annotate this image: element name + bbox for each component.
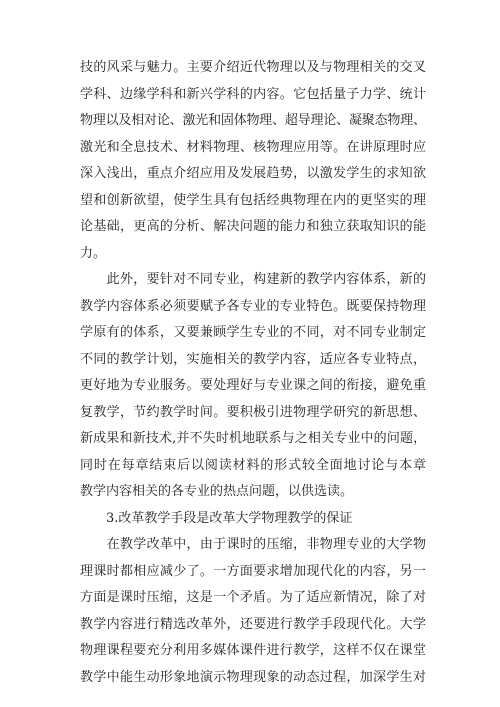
text-line: 深入浅出，重点介绍应用及发展趋势，以激发学生的求知欲 [80, 166, 427, 181]
text-line: 力。 [80, 245, 107, 261]
text-line: 同时在每章结束后以阅读材料的形式较全面地讨论与本章 [80, 457, 427, 473]
text-line: 论基础，更高的分析、解决问题的能力和独立获取知识的能 [80, 219, 427, 234]
text-line: 教学内容相关的各专业的热点问题，以供选读。 [80, 484, 354, 499]
text-line: 望和创新欲望，使学生具有包括经典物理在内的更坚实的理 [80, 192, 427, 208]
text-line: 物理以及相对论、激光和固体物理、超导理论、凝聚态物理、 [80, 113, 426, 128]
text-line: 不同的教学计划，实施相关的教学内容，适应各专业特点， [80, 351, 427, 367]
text-line: 技的风采与魅力。主要介绍近代物理以及与物理相关的交叉 [80, 60, 427, 75]
text-line: 3.改革教学手段是改革大学物理教学的保证 [80, 510, 353, 526]
text-line: 复教学，节约教学时间。要积极引进物理学研究的新思想、 [80, 404, 427, 420]
text-line: 教学内容进行精选改革外，还要进行教学手段现代化。大学 [80, 616, 427, 632]
text-line: 物理课程要充分利用多媒体课件进行教学，这样不仅在课堂 [80, 643, 427, 658]
text-line: 方面是课时压缩，这是一个矛盾。为了适应新情况，除了对 [80, 590, 427, 605]
text-line: 此外，要针对不同专业，构建新的教学内容体系，新的 [80, 272, 427, 287]
body-text [80, 55, 426, 691]
text-line: 教学中能生动形象地演示物理现象的动态过程，加深学生对 [80, 669, 427, 685]
text-line: 学原有的体系，又要兼顾学生专业的不同，对不同专业制定 [80, 325, 427, 340]
text-line: 激光和全息技术、材料物理、核物理应用等。在讲原理时应 [80, 139, 427, 155]
text-line: 教学内容体系必须要赋予各专业的专业特色。既要保持物理 [80, 298, 427, 314]
text-line: 理课时都相应减少了。一方面要求增加现代化的内容，另一 [80, 563, 427, 579]
text-line: 在教学改革中，由于课时的压缩，非物理专业的大学物 [80, 537, 427, 552]
text-line: 学科、边缘学科和新兴学科的内容。它包括量子力学、统计 [80, 86, 427, 102]
text-line: 更好地为专业服务。要处理好与专业课之间的衔接，避免重 [80, 378, 427, 393]
text-line: 新成果和新技术,并不失时机地联系与之相关专业中的问题， [80, 431, 427, 446]
